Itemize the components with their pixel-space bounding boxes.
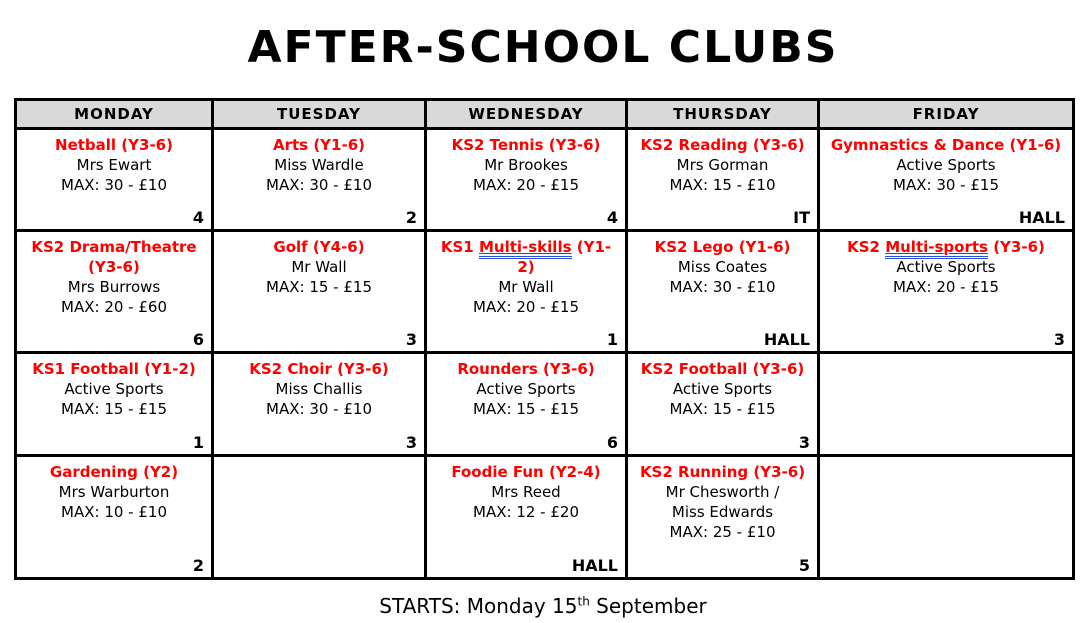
club-cell [213, 129, 426, 231]
club-detail-line: MAX: 15 - £15 [473, 400, 579, 418]
club-cell [426, 129, 627, 231]
club-detail-line: MAX: 20 - £15 [893, 278, 999, 296]
club-title: KS2 Tennis (Y3-6) [451, 136, 601, 154]
club-detail-line: Miss Edwards [671, 503, 774, 521]
empty-cell [213, 456, 426, 579]
club-title: KS1 Multi-skills (Y1-2) [440, 238, 612, 276]
club-detail-line: MAX: 20 - £60 [61, 298, 167, 316]
club-detail-line: Mr Chesworth / [665, 483, 780, 501]
club-title: KS1 Football (Y1-2) [32, 360, 196, 378]
club-detail-line: MAX: 30 - £10 [266, 176, 372, 194]
club-cell [16, 129, 213, 231]
cell-corner-label: 5 [798, 556, 810, 575]
cell-corner-label: 6 [606, 433, 618, 452]
club-title: KS2 Choir (Y3-6) [249, 360, 389, 378]
club-detail-line: MAX: 30 - £10 [61, 176, 167, 194]
club-title: Golf (Y4-6) [273, 238, 365, 256]
club-title: Netball (Y3-6) [55, 136, 173, 154]
club-detail-line: MAX: 30 - £10 [669, 278, 776, 296]
empty-cell [819, 353, 1074, 456]
club-cell [16, 353, 213, 456]
club-detail-line: MAX: 12 - £20 [473, 503, 579, 521]
cell-corner-label: 4 [192, 208, 204, 227]
club-cell [426, 231, 627, 353]
club-detail-line: Miss Coates [677, 258, 768, 276]
club-title: KS2 Lego (Y1-6) [654, 238, 791, 256]
club-detail-line: Miss Wardle [274, 156, 364, 174]
club-detail-line: Miss Challis [275, 380, 363, 398]
cell-corner-label: HALL [763, 330, 810, 349]
start-date-suffix: September [589, 594, 707, 618]
club-detail-line: MAX: 15 - £15 [61, 400, 167, 418]
club-detail-line: MAX: 20 - £15 [473, 176, 579, 194]
club-title: KS2 Running (Y3-6) [639, 463, 806, 481]
cell-corner-label: HALL [1018, 208, 1065, 227]
club-title: Gardening (Y2) [49, 463, 179, 481]
club-detail-line: Mrs Ewart [76, 156, 152, 174]
club-detail-line: Mr Wall [291, 258, 347, 276]
day-header-thursday: THURSDAY [627, 100, 819, 129]
cell-corner-label: 4 [606, 208, 618, 227]
club-detail-line: MAX: 15 - £15 [669, 400, 776, 418]
cell-corner-label: 1 [192, 433, 204, 452]
club-detail-line: Mrs Gorman [676, 156, 769, 174]
days-header-row [16, 100, 1074, 129]
club-row [16, 231, 1074, 353]
club-detail-line: Active Sports [896, 258, 996, 276]
club-detail-line: Mrs Warburton [58, 483, 170, 501]
club-cell [819, 231, 1074, 353]
club-row [16, 129, 1074, 231]
club-cell [16, 231, 213, 353]
club-detail-line: MAX: 30 - £15 [893, 176, 999, 194]
start-date-note [0, 594, 1086, 618]
club-cell [426, 353, 627, 456]
day-header-friday: FRIDAY [819, 100, 1074, 129]
club-cell [213, 353, 426, 456]
club-detail-line: MAX: 15 - £10 [669, 176, 776, 194]
day-header-tuesday: TUESDAY [213, 100, 426, 129]
day-header-wednesday: WEDNESDAY [426, 100, 627, 129]
club-detail-line: Active Sports [476, 380, 576, 398]
ordinal-superscript: th [577, 594, 590, 609]
club-cell [213, 231, 426, 353]
club-detail-line: Active Sports [672, 380, 773, 398]
cell-corner-label: 3 [798, 433, 810, 452]
club-detail-line: Mrs Reed [491, 483, 561, 501]
grammar-underlined-word: Multi-sports [885, 238, 988, 259]
clubs-timetable [14, 98, 1075, 580]
day-header-monday: MONDAY [16, 100, 213, 129]
club-detail-line: MAX: 25 - £10 [669, 523, 776, 541]
cell-corner-label: 1 [606, 330, 618, 349]
cell-corner-label: 2 [405, 208, 417, 227]
cell-corner-label: 2 [192, 556, 204, 575]
cell-corner-label: 3 [405, 433, 417, 452]
club-detail-line: MAX: 20 - £15 [473, 298, 579, 316]
grammar-underlined-word: Multi-skills [479, 238, 572, 259]
club-cell [426, 456, 627, 579]
club-cell [627, 456, 819, 579]
page-title: AFTER-SCHOOL CLUBS [247, 22, 839, 73]
club-cell [627, 129, 819, 231]
club-title: KS2 Drama/Theatre (Y3-6) [31, 238, 197, 276]
club-detail-line: MAX: 10 - £10 [61, 503, 167, 521]
club-title: KS2 Football (Y3-6) [640, 360, 805, 378]
club-detail-line: Active Sports [64, 380, 164, 398]
club-cell [627, 353, 819, 456]
club-title: KS2 Multi-sports (Y3-6) [820, 237, 1072, 257]
club-cell [627, 231, 819, 353]
club-cell [819, 129, 1074, 231]
empty-cell [819, 456, 1074, 579]
club-title: Arts (Y1-6) [273, 136, 365, 154]
club-title: Rounders (Y3-6) [457, 360, 595, 378]
club-cell [16, 456, 213, 579]
cell-corner-label: 3 [1053, 330, 1065, 349]
cell-corner-label: IT [793, 208, 810, 227]
club-title: KS2 Reading (Y3-6) [640, 136, 805, 154]
club-detail-line: Mr Wall [498, 278, 554, 296]
club-detail-line: Active Sports [896, 156, 996, 174]
club-detail-line: MAX: 15 - £15 [266, 278, 372, 296]
club-detail-line: Mr Brookes [484, 156, 568, 174]
start-date-prefix: STARTS: Monday 15 [379, 594, 578, 618]
club-row [16, 456, 1074, 579]
club-row [16, 353, 1074, 456]
club-detail-line: MAX: 30 - £10 [266, 400, 372, 418]
club-title: Gymnastics & Dance (Y1-6) [830, 136, 1062, 154]
cell-corner-label: HALL [571, 556, 618, 575]
club-detail-line: Mrs Burrows [67, 278, 161, 296]
club-title: Foodie Fun (Y2-4) [451, 463, 601, 481]
cell-corner-label: 6 [192, 330, 204, 349]
cell-corner-label: 3 [405, 330, 417, 349]
